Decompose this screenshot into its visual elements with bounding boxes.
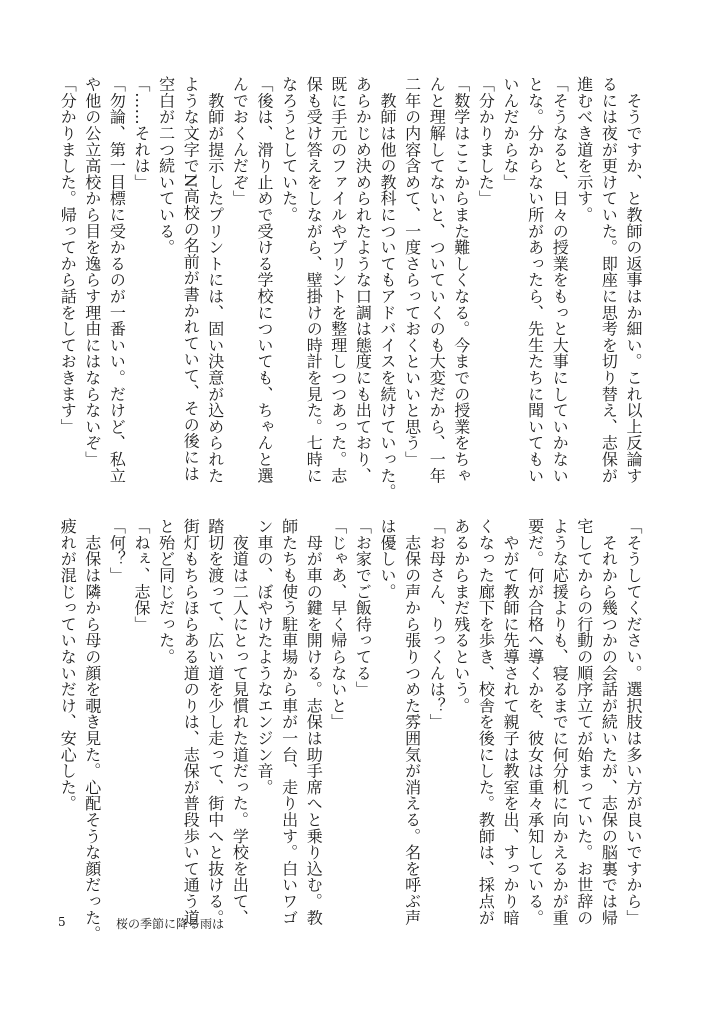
text-column: 母が車の鍵を開ける。志保は助手席へと乗り込む。教 [304, 518, 324, 926]
text-column: は優しい。 [378, 518, 397, 600]
text-column: 要だ。何が合格へ導くかを、彼女は重々承知している。 [525, 518, 545, 926]
text-column: 師たちも使う駐車場から車が一台、走り出す。白いワゴ [279, 518, 299, 926]
text-column: やがて教師に先導されて親子は教室を出、すっかり暗 [501, 518, 520, 926]
text-column: 空白が二つ続いている。 [156, 76, 176, 256]
text-column: るには夜が更けていた。即座に思考を切り替え、志保が [599, 76, 619, 484]
text-column: 「何？」 [107, 518, 127, 584]
text-column: 保も受け答えをしながら、壁掛けの時計を見た。七時に [304, 76, 324, 484]
text-column: ような応援よりも、寝るまでに何分机に向かえるかが重 [550, 518, 570, 926]
text-column: 「お母さん、りっくんは？」 [427, 518, 447, 730]
text-column: そうですか、と教師の返事はか細い。これ以上反論す [624, 76, 643, 484]
text-column: 街灯もちらほらある道のりは、志保が普段歩いて通う道 [181, 518, 201, 926]
text-column: 「じゃあ、早く帰らないと」 [328, 518, 348, 730]
text-column: 志保の声から張りつめた雰囲気が消える。名を呼ぶ声 [402, 518, 422, 926]
running-title: 桜の季節に降る雨は [116, 917, 225, 931]
text-column: 既に手元のファイルやプリントを整理しつつあった。志 [328, 76, 348, 484]
text-column: 夜道は二人にとって見慣れた道だった。学校を出て、 [230, 518, 250, 926]
text-column: 疲れが混じっていないだけ、安心した。 [58, 518, 78, 812]
text-column: 宅してからの行動の順序立てが始まっていた。お世辞の [574, 518, 594, 926]
text-column: 志保は隣から母の顔を覗き見た。心配そうな顔だった。 [82, 518, 102, 942]
text-column: 「数学はここからまた難しくなる。今までの授業をちゃ [451, 76, 471, 484]
text-column: 「お家でご飯待ってる」 [353, 518, 373, 698]
text-column: 「分かりました」 [476, 76, 496, 207]
text-column: とな。分からない所があったら、先生たちに聞いてもい [525, 76, 545, 484]
text-column: 「勿論、第一目標に受かるのが一番いい。だけど、私立 [107, 76, 127, 484]
text-column: 「ねぇ、志保」 [132, 518, 151, 633]
text-column: 進むべき道を示す。 [574, 76, 594, 223]
text-column: ン車の、ぼやけたようなエンジン音。 [255, 518, 274, 796]
text-column: あらかじめ決められたような口調は態度にも出ており、 [353, 76, 373, 484]
text-column: んでおくんだぞ」 [230, 76, 250, 207]
text-column: んと理解してないと、ついていくのも大変だから、一年 [427, 76, 447, 484]
text-column: 「そうなると、日々の授業をもっと大事にしていかない [550, 76, 570, 484]
text-column: と殆ど同じだった。 [156, 518, 176, 665]
text-column: 踏切を渡って、広い道を少し走って、街中へと抜ける。 [205, 518, 225, 926]
text-column: 「……それは」 [132, 76, 151, 191]
text-column: 教師が提示したプリントには、固い決意が込められた [205, 76, 225, 484]
text-column: あるからまだ残るという。 [451, 518, 471, 714]
text-column: くなった廊下を歩き、校舎を後にした。教師は、採点が [476, 518, 496, 926]
text-column: や他の公立高校から目を逸らす理由にはならないぞ」 [82, 76, 102, 468]
text-column: 「分かりました。帰ってから話をしておきます」 [58, 76, 78, 435]
text-column: 「そうしてください。選択肢は多い方が良いですから」 [624, 518, 643, 926]
text-column: いんだからな」 [501, 76, 520, 191]
text-column: ような文字でN高校の名前が書かれていて、その後には [181, 76, 201, 482]
text-column: 教師は他の教科についてもアドバイスを続けていった。 [378, 76, 397, 500]
text-column: 二年の内容含めて、一度さらっておくといいと思う」 [402, 76, 422, 468]
text-column: なろうとしていた。 [279, 76, 299, 223]
page-number: 5 [58, 915, 66, 929]
text-column: 「後は、滑り止めで受ける学校についても、ちゃんと選 [255, 76, 274, 484]
text-column: それから幾つかの会話が続いたが、志保の脳裏では帰 [599, 518, 619, 926]
